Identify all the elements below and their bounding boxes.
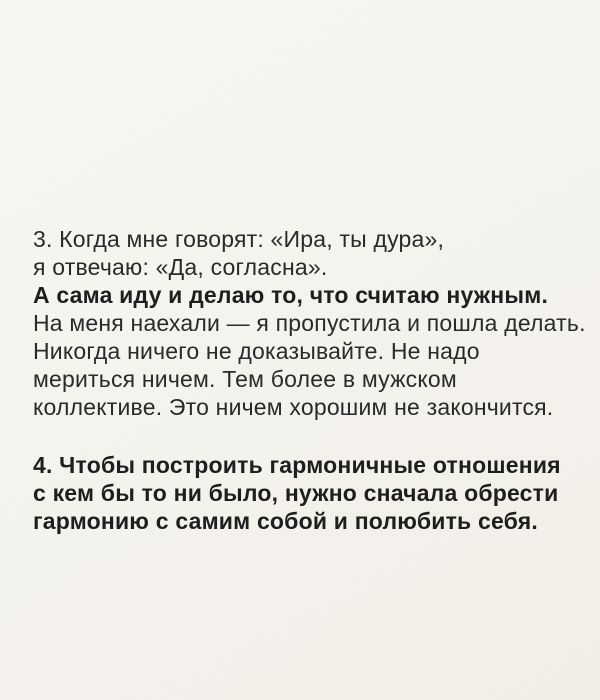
- quote-text-block: [33, 225, 586, 565]
- quote-paragraph-3: [33, 225, 586, 421]
- quote-line: с кем бы то ни было, нужно сначала обрести: [33, 480, 559, 506]
- quote-line: Никогда ничего не доказывайте. Не надо: [33, 338, 480, 364]
- quote-paragraph-4: [33, 451, 580, 535]
- quote-line: На меня наехали — я пропустила и пошла делать.: [33, 310, 586, 336]
- quote-line: коллективе. Это ничем хорошим не закончится.: [33, 394, 554, 420]
- quote-line: 3. Когда мне говорят: «Ира, ты дура»,: [33, 226, 445, 252]
- quote-line: 4. Чтобы построить гармоничные отношения: [33, 452, 561, 478]
- quote-line: гармонию с самим собой и полюбить себя.: [33, 508, 538, 534]
- quote-line: мериться ничем. Тем более в мужском: [33, 366, 457, 392]
- quote-line: я отвечаю: «Да, согласна».: [33, 254, 328, 280]
- quote-line: А сама иду и делаю то, что считаю нужным.: [33, 282, 549, 308]
